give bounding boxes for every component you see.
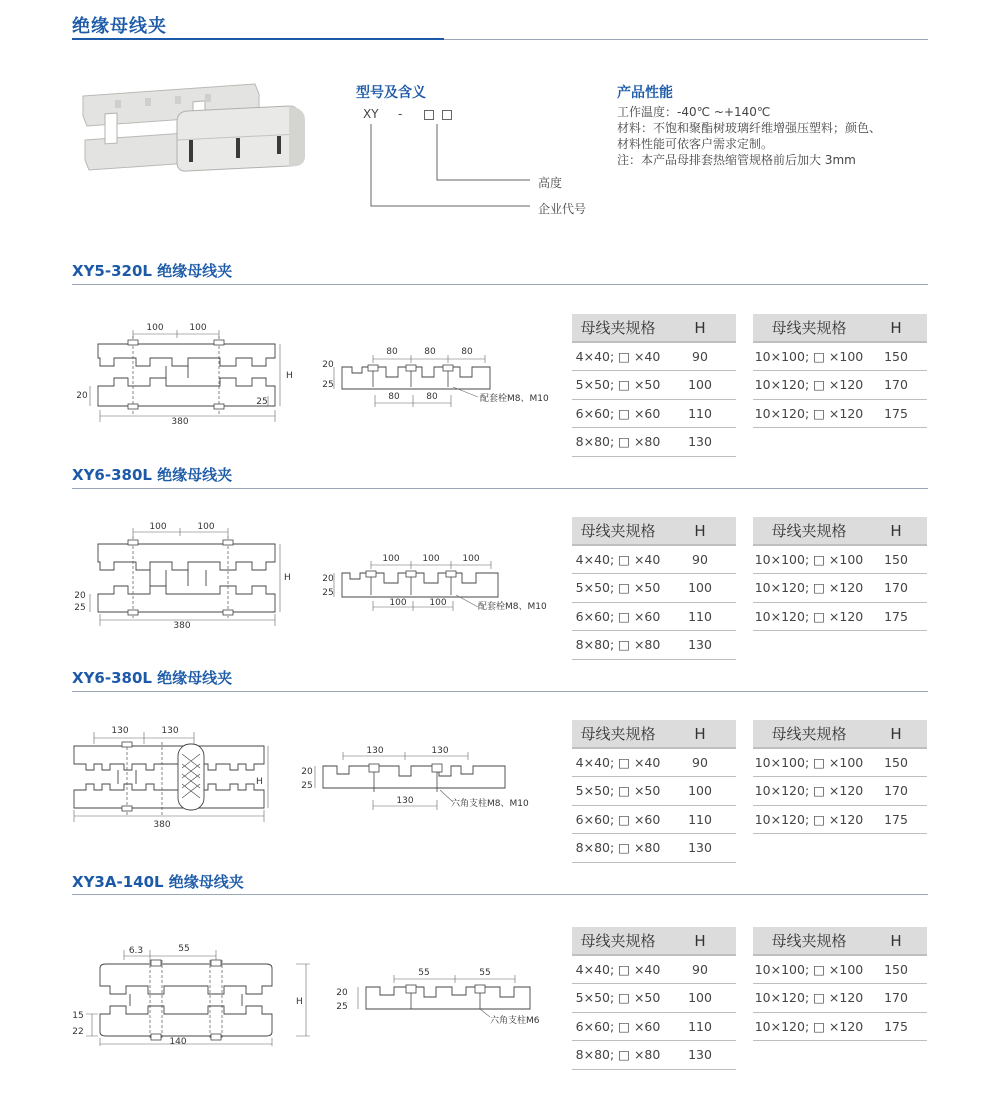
spec-cell: 5×50; □ ×50 bbox=[572, 984, 664, 1013]
section-title: XY6-380L 绝缘母线夹 bbox=[72, 466, 233, 484]
table-row bbox=[753, 342, 927, 371]
dim-label: 380 bbox=[153, 820, 171, 830]
table-header-spec: 母线夹规格 bbox=[572, 314, 664, 342]
dim-label: 25 bbox=[74, 603, 86, 613]
legend-height: 高度 bbox=[538, 176, 563, 190]
h-cell: 100 bbox=[664, 984, 736, 1013]
dim-label: 80 bbox=[461, 347, 473, 357]
spec-cell: 4×40; □ ×40 bbox=[572, 545, 664, 574]
dim-label: 25 bbox=[322, 588, 334, 598]
table-row bbox=[753, 545, 927, 574]
table-header-h: H bbox=[865, 517, 927, 545]
table-row bbox=[753, 399, 927, 428]
spec-table-left bbox=[572, 927, 736, 1070]
table-header-row bbox=[753, 720, 927, 748]
h-cell: 110 bbox=[664, 399, 736, 428]
spec-cell: 10×120; □ ×120 bbox=[753, 371, 865, 400]
feature-line: 材料：不饱和聚酯树玻璃纤维增强压塑料；颜色、 bbox=[617, 121, 882, 135]
dim-label: 25 bbox=[301, 781, 313, 791]
dim-label: H bbox=[256, 777, 263, 787]
dim-label: 100 bbox=[422, 554, 440, 564]
table-header-spec: 母线夹规格 bbox=[753, 927, 865, 955]
spec-cell: 10×120; □ ×120 bbox=[753, 777, 865, 806]
table-row bbox=[572, 342, 736, 371]
table-header-h: H bbox=[865, 314, 927, 342]
spec-table-left bbox=[572, 720, 736, 863]
h-cell: 110 bbox=[664, 602, 736, 631]
table-row bbox=[753, 602, 927, 631]
spec-cell: 10×120; □ ×120 bbox=[753, 1012, 865, 1041]
table-header-h: H bbox=[664, 517, 736, 545]
dim-label: 55 bbox=[418, 968, 430, 978]
section-title: XY6-380L 绝缘母线夹 bbox=[72, 669, 233, 687]
spec-cell: 10×100; □ ×100 bbox=[753, 748, 865, 777]
front-view-drawing bbox=[70, 520, 290, 630]
table-row bbox=[572, 545, 736, 574]
side-view-drawing bbox=[330, 965, 560, 1030]
spec-cell: 4×40; □ ×40 bbox=[572, 748, 664, 777]
dim-label: 80 bbox=[426, 392, 438, 402]
dim-label: 25 bbox=[336, 1002, 348, 1012]
table-header-row bbox=[753, 927, 927, 955]
front-view-drawing bbox=[70, 724, 290, 834]
h-cell: 130 bbox=[664, 1041, 736, 1070]
dim-label: H bbox=[286, 371, 293, 381]
h-cell: 175 bbox=[865, 602, 927, 631]
dim-label: H bbox=[284, 573, 291, 583]
h-cell: 130 bbox=[664, 428, 736, 457]
h-cell: 170 bbox=[865, 371, 927, 400]
table-header-h: H bbox=[865, 927, 927, 955]
h-cell: 130 bbox=[664, 834, 736, 863]
h-cell: 110 bbox=[664, 805, 736, 834]
code-dash: - bbox=[398, 107, 403, 121]
spec-cell: 10×100; □ ×100 bbox=[753, 545, 865, 574]
dim-label: 6.3 bbox=[128, 946, 144, 956]
product-photo bbox=[75, 70, 315, 190]
note-label: 配套栓M8、M10 bbox=[478, 602, 547, 612]
dim-label: 130 bbox=[431, 746, 449, 756]
h-cell: 100 bbox=[664, 574, 736, 603]
dim-label: 80 bbox=[424, 347, 436, 357]
feature-line: 注：本产品母排套热缩管规格前后加大 3mm bbox=[617, 153, 856, 167]
table-row bbox=[753, 748, 927, 777]
legend-company: 企业代号 bbox=[538, 202, 587, 216]
note-label: 配套栓M8、M10 bbox=[480, 394, 549, 404]
spec-cell: 8×80; □ ×80 bbox=[572, 1041, 664, 1070]
table-header-spec: 母线夹规格 bbox=[572, 927, 664, 955]
note-label: 六角支柱M8、M10 bbox=[451, 799, 529, 809]
dim-label: 80 bbox=[388, 392, 400, 402]
spec-table-right bbox=[753, 927, 927, 1041]
table-row bbox=[572, 574, 736, 603]
dim-label: 100 bbox=[149, 522, 167, 532]
section-title: XY3A-140L 绝缘母线夹 bbox=[72, 873, 244, 891]
dim-label: 20 bbox=[74, 591, 86, 601]
side-view-drawing bbox=[320, 555, 560, 620]
table-row bbox=[572, 805, 736, 834]
dim-label: 20 bbox=[76, 391, 88, 401]
spec-cell: 10×120; □ ×120 bbox=[753, 984, 865, 1013]
dim-label: 100 bbox=[462, 554, 480, 564]
table-header-row bbox=[572, 927, 736, 955]
dim-label: 25 bbox=[322, 380, 334, 390]
dim-label: 380 bbox=[173, 621, 191, 631]
title-rule bbox=[444, 39, 928, 40]
spec-cell: 4×40; □ ×40 bbox=[572, 342, 664, 371]
dim-label: 130 bbox=[366, 746, 384, 756]
spec-cell: 5×50; □ ×50 bbox=[572, 777, 664, 806]
dim-label: 100 bbox=[382, 554, 400, 564]
table-header-row bbox=[572, 314, 736, 342]
h-cell: 170 bbox=[865, 777, 927, 806]
spec-cell: 6×60; □ ×60 bbox=[572, 805, 664, 834]
dim-label: 100 bbox=[389, 598, 407, 608]
spec-cell: 10×100; □ ×100 bbox=[753, 342, 865, 371]
table-header-h: H bbox=[865, 720, 927, 748]
table-row bbox=[572, 1012, 736, 1041]
h-cell: 90 bbox=[664, 955, 736, 984]
spec-table-left bbox=[572, 314, 736, 457]
dim-label: H bbox=[296, 997, 303, 1007]
dim-label: 100 bbox=[189, 323, 207, 333]
section-rule bbox=[72, 284, 928, 285]
table-row bbox=[753, 805, 927, 834]
h-cell: 175 bbox=[865, 1012, 927, 1041]
h-cell: 150 bbox=[865, 955, 927, 984]
spec-cell: 6×60; □ ×60 bbox=[572, 602, 664, 631]
h-cell: 90 bbox=[664, 545, 736, 574]
spec-table-left bbox=[572, 517, 736, 660]
model-title: 型号及含义 bbox=[356, 85, 426, 101]
dim-label: 20 bbox=[322, 574, 334, 584]
table-header-row bbox=[572, 517, 736, 545]
table-header-spec: 母线夹规格 bbox=[572, 720, 664, 748]
table-row bbox=[753, 777, 927, 806]
front-view-drawing bbox=[70, 938, 320, 1048]
spec-cell: 5×50; □ ×50 bbox=[572, 574, 664, 603]
dim-label: 15 bbox=[72, 1011, 84, 1021]
dim-label: 20 bbox=[322, 360, 334, 370]
section-title: XY5-320L 绝缘母线夹 bbox=[72, 262, 233, 280]
table-row bbox=[753, 371, 927, 400]
dim-label: 100 bbox=[146, 323, 164, 333]
h-cell: 110 bbox=[664, 1012, 736, 1041]
table-header-h: H bbox=[664, 720, 736, 748]
front-view-drawing bbox=[70, 318, 293, 428]
h-cell: 175 bbox=[865, 399, 927, 428]
dim-label: 130 bbox=[161, 726, 179, 736]
h-cell: 100 bbox=[664, 777, 736, 806]
table-row bbox=[572, 428, 736, 457]
dim-label: 100 bbox=[197, 522, 215, 532]
table-row bbox=[572, 748, 736, 777]
spec-cell: 10×120; □ ×120 bbox=[753, 574, 865, 603]
spec-cell: 10×120; □ ×120 bbox=[753, 399, 865, 428]
table-row bbox=[572, 834, 736, 863]
section-rule bbox=[72, 894, 928, 895]
h-cell: 150 bbox=[865, 342, 927, 371]
dim-label: 20 bbox=[301, 767, 313, 777]
spec-cell: 5×50; □ ×50 bbox=[572, 371, 664, 400]
spec-table-right bbox=[753, 517, 927, 631]
spec-cell: 10×120; □ ×120 bbox=[753, 805, 865, 834]
h-cell: 90 bbox=[664, 342, 736, 371]
dim-label: 22 bbox=[72, 1027, 84, 1037]
spec-table-right bbox=[753, 314, 927, 428]
spec-cell: 8×80; □ ×80 bbox=[572, 834, 664, 863]
table-row bbox=[572, 1041, 736, 1070]
page-title: 绝缘母线夹 bbox=[72, 16, 167, 37]
table-header-row bbox=[753, 517, 927, 545]
table-header-row bbox=[753, 314, 927, 342]
section-rule bbox=[72, 488, 928, 489]
table-row bbox=[572, 984, 736, 1013]
table-row bbox=[753, 984, 927, 1013]
spec-cell: 4×40; □ ×40 bbox=[572, 955, 664, 984]
title-underline bbox=[72, 38, 444, 40]
dim-label: 20 bbox=[336, 988, 348, 998]
dim-label: 55 bbox=[178, 944, 190, 954]
table-header-h: H bbox=[664, 314, 736, 342]
table-header-spec: 母线夹规格 bbox=[753, 720, 865, 748]
table-header-row bbox=[572, 720, 736, 748]
table-row bbox=[572, 399, 736, 428]
table-header-h: H bbox=[664, 927, 736, 955]
section-rule bbox=[72, 691, 928, 692]
h-cell: 150 bbox=[865, 545, 927, 574]
table-row bbox=[572, 602, 736, 631]
spec-cell: 6×60; □ ×60 bbox=[572, 399, 664, 428]
table-row bbox=[572, 955, 736, 984]
table-header-spec: 母线夹规格 bbox=[753, 517, 865, 545]
dim-label: 140 bbox=[169, 1037, 187, 1047]
spec-cell: 8×80; □ ×80 bbox=[572, 428, 664, 457]
dim-label: 380 bbox=[171, 417, 189, 427]
note-label: 六角支柱M6 bbox=[490, 1016, 540, 1026]
feature-line: 材料性能可依客户需求定制。 bbox=[617, 137, 774, 151]
spec-cell: 8×80; □ ×80 bbox=[572, 631, 664, 660]
code-leader-lines bbox=[360, 118, 540, 218]
h-cell: 175 bbox=[865, 805, 927, 834]
h-cell: 130 bbox=[664, 631, 736, 660]
dim-label: 25 bbox=[256, 397, 268, 407]
dim-label: 100 bbox=[429, 598, 447, 608]
side-view-drawing bbox=[295, 744, 555, 814]
table-row bbox=[572, 631, 736, 660]
h-cell: 170 bbox=[865, 574, 927, 603]
spec-cell: 6×60; □ ×60 bbox=[572, 1012, 664, 1041]
h-cell: 150 bbox=[865, 748, 927, 777]
dim-label: 80 bbox=[386, 347, 398, 357]
features-title: 产品性能 bbox=[617, 85, 673, 101]
table-header-spec: 母线夹规格 bbox=[572, 517, 664, 545]
h-cell: 100 bbox=[664, 371, 736, 400]
code-prefix: XY bbox=[363, 107, 379, 121]
dim-label: 130 bbox=[396, 796, 414, 806]
dim-label: 55 bbox=[479, 968, 491, 978]
feature-line: 工作温度：-40℃ ~+140℃ bbox=[617, 105, 771, 119]
table-row bbox=[572, 777, 736, 806]
h-cell: 170 bbox=[865, 984, 927, 1013]
dim-label: 130 bbox=[111, 726, 129, 736]
side-view-drawing bbox=[320, 345, 560, 410]
h-cell: 90 bbox=[664, 748, 736, 777]
table-row bbox=[753, 574, 927, 603]
table-row bbox=[753, 1012, 927, 1041]
spec-cell: 10×100; □ ×100 bbox=[753, 955, 865, 984]
spec-cell: 10×120; □ ×120 bbox=[753, 602, 865, 631]
table-row bbox=[572, 371, 736, 400]
spec-table-right bbox=[753, 720, 927, 834]
table-header-spec: 母线夹规格 bbox=[753, 314, 865, 342]
table-row bbox=[753, 955, 927, 984]
